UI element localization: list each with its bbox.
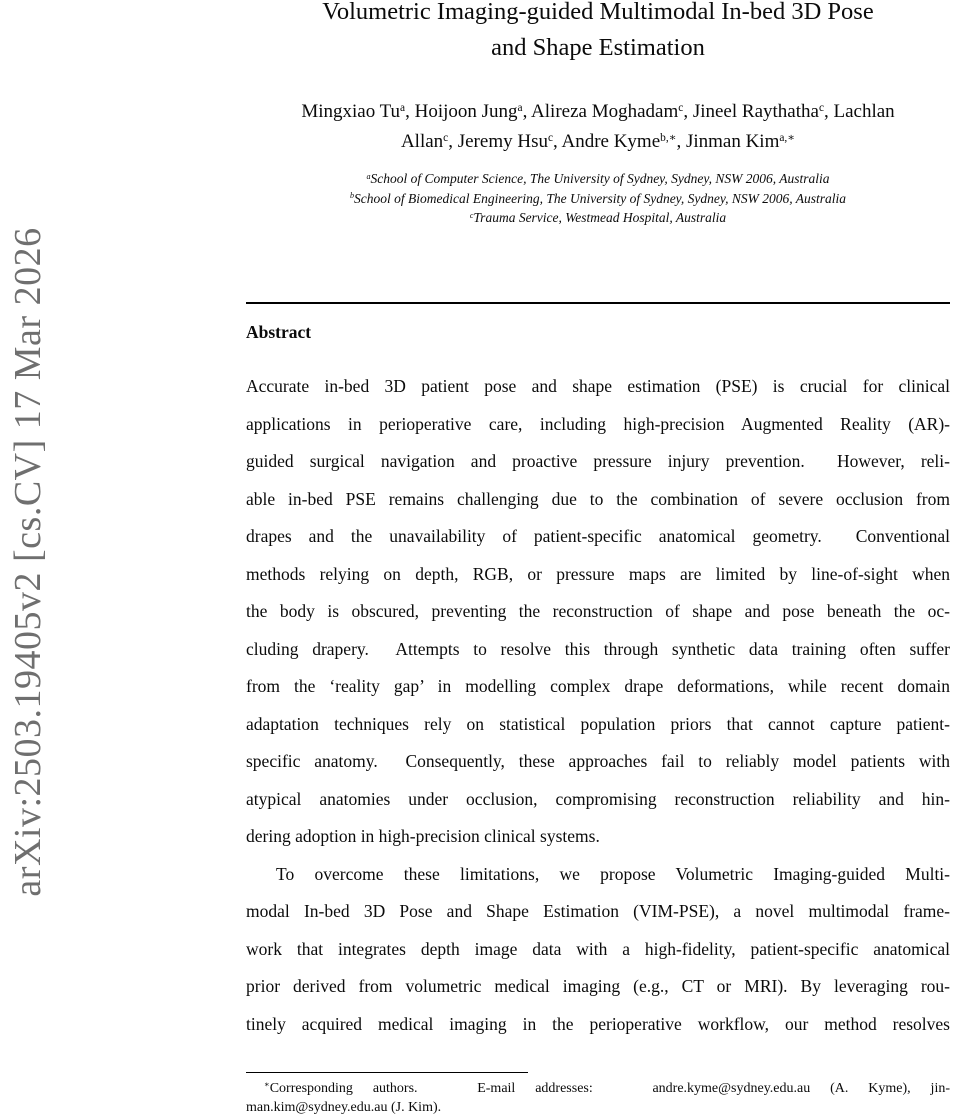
abstract-line: tinely acquired medical imaging in the perioperative workflow, our method resolves	[246, 1013, 950, 1034]
author-name: , Jeremy Hsu	[448, 131, 548, 152]
footnote-text-1: Corresponding authors. E-mail addresses: andre.kyme@sydney.edu.au (A. Kyme), jin-	[269, 1081, 950, 1096]
author-affiliation-mark: a,∗	[779, 131, 796, 144]
author-affiliation-mark: b,∗	[660, 131, 677, 144]
abstract-line: applications in perioperative care, including high-precision Augmented Reality (AR)-	[246, 413, 950, 434]
abstract-line: adaptation techniques rely on statistical population priors that cannot capture patient-	[246, 713, 950, 734]
affiliation-line: $^a$School of Computer Science, The University of Sydney, Sydney, NSW 2006, Australia	[366, 171, 830, 186]
abstract-heading: Abstract	[246, 322, 312, 342]
footnote	[246, 1079, 950, 1117]
author-list	[246, 97, 950, 157]
author-affiliation-mark: c	[678, 101, 684, 114]
author-affiliation-mark: a	[517, 101, 523, 114]
author-name: , Lachlan	[824, 101, 895, 122]
author-name: Mingxiao Tu	[301, 101, 401, 122]
author-line	[246, 97, 950, 127]
author-name: , Alireza Moghadam	[522, 101, 679, 122]
footnote-line-2: man.kim@sydney.edu.au (J. Kim).	[246, 1100, 442, 1115]
abstract-line: specific anatomy. Consequently, these approaches fail to reliably model patients with	[246, 751, 950, 771]
author-affiliation-mark: c	[818, 101, 824, 114]
abstract-line: Accurate in-bed 3D patient pose and shape estimation (PSE) is crucial for clinical	[246, 376, 950, 396]
author-name: , Hoijoon Jung	[405, 101, 518, 122]
abstract-line: the body is obscured, preventing the reconstruction of shape and pose beneath the oc-	[246, 601, 950, 621]
abstract-line: methods relying on depth, RGB, or pressure maps are limited by line-of-sight when	[246, 563, 950, 584]
abstract-line: drapes and the unavailability of patient-specific anatomical geometry. Conventional	[246, 526, 950, 546]
author-name: , Andre Kyme	[553, 131, 661, 152]
footnote-divider	[246, 1072, 528, 1073]
affiliation-mark: b	[349, 191, 354, 201]
abstract-line: from the ‘reality gap’ in modelling complex drape deformations, while recent domain	[246, 676, 950, 696]
abstract-line: atypical anatomies under occlusion, compromising reconstruction reliability and hin-	[246, 788, 950, 809]
abstract-line: dering adoption in high-precision clinical systems.	[246, 826, 600, 846]
footnote-line-1	[246, 1079, 950, 1098]
title-line-1: Volumetric Imaging-guided Multimodal In-bed 3D Pose	[322, 0, 874, 25]
abstract-line: able in-bed PSE remains challenging due to the combination of severe occlusion from	[246, 488, 950, 509]
author-name: , Jineel Raythatha	[683, 101, 819, 122]
paper-title	[246, 0, 950, 66]
author-affiliation-mark: a	[400, 101, 406, 114]
abstract-line: modal In-bed 3D Pose and Shape Estimation (VIM-PSE), a novel multimodal frame-	[246, 901, 950, 921]
title-line-2: and Shape Estimation	[491, 34, 705, 61]
abstract-divider	[246, 302, 950, 304]
author-affiliation-mark: c	[547, 131, 554, 144]
abstract-line: prior derived from volumetric medical imaging (e.g., CT or MRI). By leveraging rou-	[246, 976, 950, 996]
author-name: Allan	[400, 131, 444, 152]
footnote-asterisk: ∗	[264, 1080, 270, 1090]
affiliation-line: $^b$School of Biomedical Engineering, The University of Sydney, Sydney, NSW 2006, Australia	[349, 190, 847, 206]
abstract-line: guided surgical navigation and proactive pressure injury prevention. However, reli-	[246, 451, 950, 471]
affiliation-mark: c	[469, 210, 474, 220]
abstract-line: work that integrates depth image data with a high-fidelity, patient-specific anatomical	[246, 938, 950, 959]
abstract-body	[246, 368, 950, 1043]
abstract-line: cluding drapery. Attempts to resolve this through synthetic data training often suffer	[246, 638, 950, 659]
author-affiliation-mark: c	[443, 131, 449, 144]
arxiv-watermark: arXiv:2503.19405v2 [cs.CV] 17 Mar 2026	[7, 227, 49, 897]
author-name: , Jinman Kim	[676, 131, 780, 152]
author-line	[246, 127, 950, 157]
affiliation-mark: a	[366, 171, 371, 181]
affiliation-line: $^c$Trauma Service, Westmead Hospital, Australia	[469, 210, 727, 225]
affiliation-list	[246, 169, 950, 228]
abstract-line: To overcome these limitations, we propose Volumetric Imaging-guided Multi-	[276, 863, 950, 884]
